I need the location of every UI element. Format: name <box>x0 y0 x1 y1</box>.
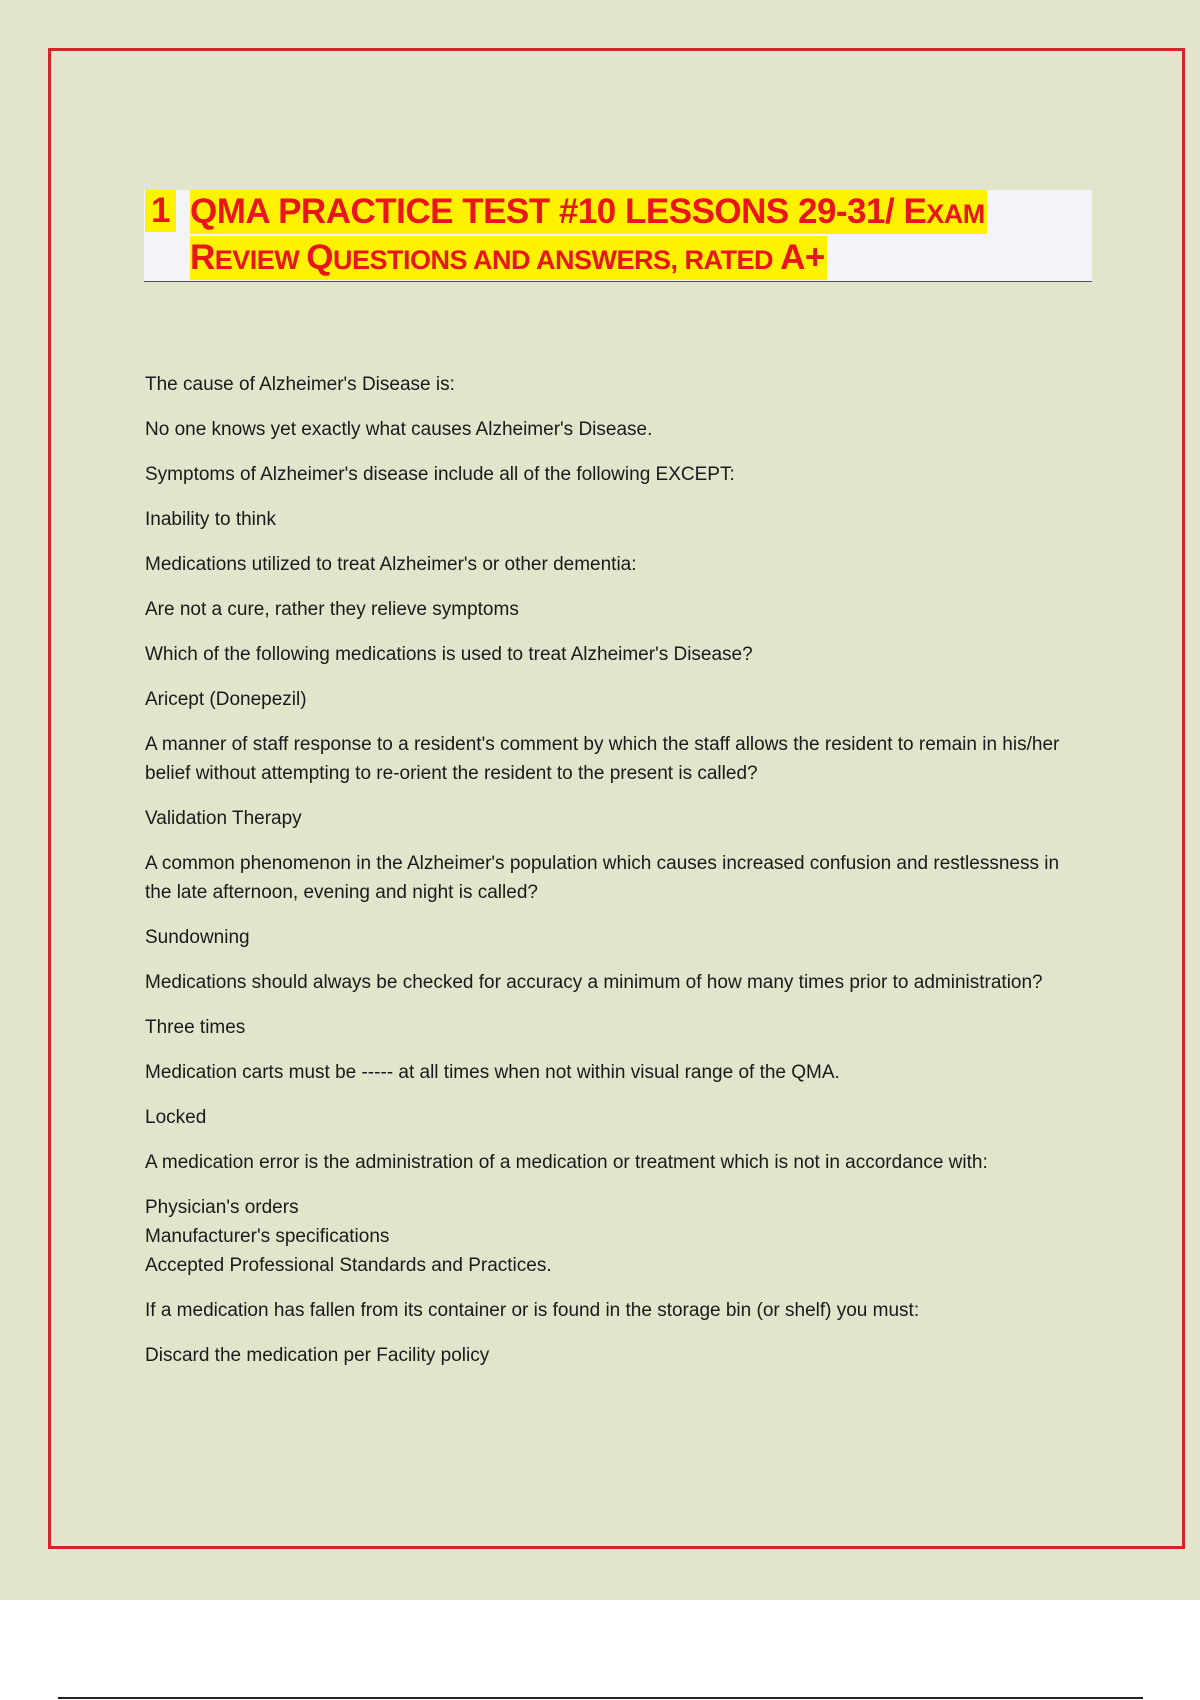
answer-7: Three times <box>145 1017 246 1038</box>
answer-9-line: Manufacturer's specifications <box>145 1226 390 1247</box>
question-8: Medication carts must be ----- at all times when not within visual range of the QMA. <box>145 1062 840 1083</box>
answer-10: Discard the medication per Facility policy <box>145 1345 490 1366</box>
question-4: Which of the following medications is used to treat Alzheimer's Disease? <box>145 644 753 665</box>
answer-9-line: Physician's orders <box>145 1197 299 1218</box>
question-3: Medications utilized to treat Alzheimer's or other dementia: <box>145 554 637 575</box>
answer-9 <box>145 1193 1085 1280</box>
question-1: The cause of Alzheimer's Disease is: <box>145 374 455 395</box>
qa-content <box>145 370 1085 1386</box>
heading-line-2-part: UESTIONS AND ANSWERS, RATED <box>333 245 781 275</box>
answer-9-line: Accepted Professional Standards and Practices. <box>145 1255 552 1276</box>
question-5: A manner of staff response to a resident's comment by which the staff allows the resident to remain in his/her belief without attempting to re-orient the resident to the present is called? <box>145 734 1060 784</box>
answer-4: Aricept (Donepezil) <box>145 689 307 710</box>
question-9: A medication error is the administration of a medication or treatment which is not in accordance with: <box>145 1152 988 1173</box>
answer-2: Inability to think <box>145 509 276 530</box>
answer-8: Locked <box>145 1107 207 1128</box>
question-10: If a medication has fallen from its container or is found in the storage bin (or shelf) you must: <box>145 1300 920 1321</box>
heading-line-2-part: Q <box>306 238 334 277</box>
heading-line-1-main: QMA PRACTICE TEST #10 LESSONS 29-31/ E <box>190 192 927 231</box>
answer-5: Validation Therapy <box>145 808 302 829</box>
heading-line-2-part: A+ <box>780 238 825 277</box>
heading-line-2-part: R <box>190 238 215 277</box>
question-7: Medications should always be checked for accuracy a minimum of how many times prior to administration? <box>145 972 1043 993</box>
heading-line-2-part: EVIEW <box>214 245 307 275</box>
question-6: A common phenomenon in the Alzheimer's population which causes increased confusion and restlessness in the late afternoon, evening and night is called? <box>145 853 1060 903</box>
heading-line-1 <box>190 190 987 234</box>
footer-rule <box>58 1697 1143 1699</box>
question-2: Symptoms of Alzheimer's disease include all of the following EXCEPT: <box>145 464 735 485</box>
answer-6: Sundowning <box>145 927 250 948</box>
heading-line-2 <box>190 236 827 280</box>
heading-number: 1 <box>145 190 176 232</box>
heading-line-1-small: XAM <box>926 199 985 229</box>
answer-3: Are not a cure, rather they relieve symptoms <box>145 599 519 620</box>
answer-1: No one knows yet exactly what causes Alzheimer's Disease. <box>145 419 653 440</box>
